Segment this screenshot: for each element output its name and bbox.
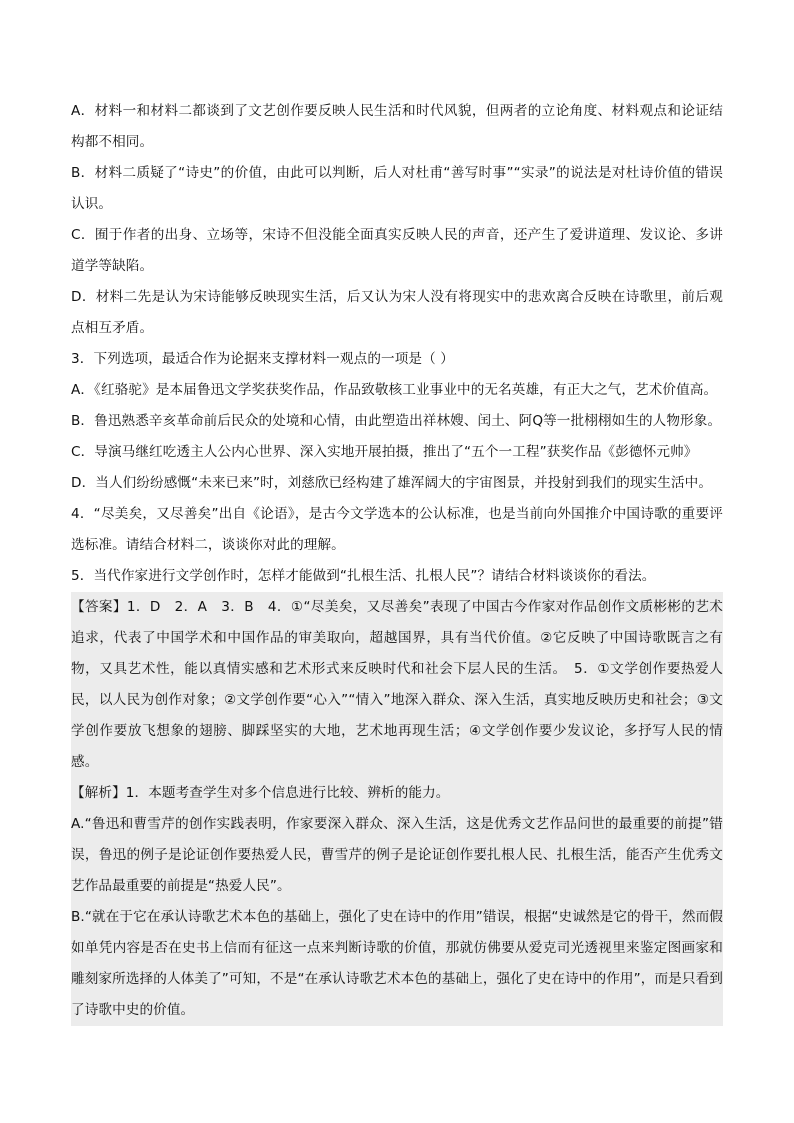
question-3: 3．下列选项，最适合作为论据来支撑材料一观点的一项是（ ） [71,351,454,367]
q3-option-b: B．鲁迅熟悉辛亥革命前后民众的处境和心情，由此塑造出祥林嫂、闰土、阿Q等一批栩栩如生的人物形象。 [71,413,722,429]
q3-option-a: A．《红骆驼》是本届鲁迅文学奖获奖作品，作品致敬核工业事业中的无名英雄，有正大之气，艺术价值高。 [71,382,718,398]
analysis-b: B.“就在于它在承认诗歌艺术本色的基础上，强化了史在诗中的作用”错误，根据“史诚然是它的骨干，然而假如单凭内容是否在史书上信而有征这一点来判断诗歌的价值，那就仿佛要从爱克司光透视里来鉴定图画家和雕刻家所选择的人体美了”可知，不是“在承认诗歌艺术本色的基础上，强化了史在诗中的作用”，而是只看到了诗歌中史的价值。 [71,909,723,1018]
q2-option-d: D．材料二先是认为宋诗能够反映现实生活，后又认为宋人没有将现实中的悲欢离合反映在诗歌里，前后观点相互矛盾。 [71,289,723,336]
q3-option-d: D．当人们纷纷感慨“未来已来”时，刘慈欣已经构建了雄浑阔大的宇宙图景，并投射到我们的现实生活中。 [71,475,713,491]
q2-option-a: A．材料一和材料二都谈到了文艺创作要反映人民生活和时代风貌，但两者的立论角度、材料观点和论证结构都不相同。 [71,103,723,150]
q2-option-b: B．材料二质疑了“诗史”的价值，由此可以判断，后人对杜甫“善写时事”“实录”的说法是对杜诗价值的错误认识。 [71,165,723,212]
answer-text: 【答案】1．D 2．A 3．B 4．①“尽美矣，又尽善矣”表现了中国古今作家对作品创作文质彬彬的艺术追求，代表了中国学术和中国作品的审美取向，超越国界，具有当代价值。②它反映了中国诗歌既言之有物，又具艺术性，能以真情实感和艺术形式来反映时代和社会下层人民的生活。 5．①文学创作要热爱人民，以人民为创作对象；②文学创作要“心入”“情入”地深入群众、深入生活，真实地反映历史和社会；③文学创作要放飞想象的翅膀、脚踩坚实的大地，艺术地再现生活；④文学创作要少发议论，多抒写人民的情感。 [71,599,723,770]
question-5: 5．当代作家进行文学创作时，怎样才能做到“扎根生活、扎根人民”？请结合材料谈谈你的看法。 [71,568,656,584]
answer-analysis-block [71,592,723,1026]
question-4: 4．“尽美矣，又尽善矣”出自《论语》，是古今文学选本的公认标准，也是当前向外国推介中国诗歌的重要评选标准。请结合材料二，谈谈你对此的理解。 [71,506,723,553]
analysis-header: 【解析】1．本题考查学生对多个信息进行比较、辨析的能力。 [71,785,450,801]
q3-option-c: C．导演马继红吃透主人公内心世界、深入实地开展拍摄，推出了“五个一工程”获奖作品《彭德怀元帅》 [71,444,698,460]
document-content [71,96,723,1026]
q2-option-c: C．囿于作者的出身、立场等，宋诗不但没能全面真实反映人民的声音，还产生了爱讲道理、发议论、多讲道学等缺陷。 [71,227,723,274]
analysis-a: A.“鲁迅和曹雪芹的创作实践表明，作家要深入群众、深入生活，这是优秀文艺作品问世的最重要的前提”错误，鲁迅的例子是论证创作要热爱人民，曹雪芹的例子是论证创作要扎根人民、扎根生活，能否产生优秀文艺作品最重要的前提是“热爱人民”。 [71,816,723,894]
